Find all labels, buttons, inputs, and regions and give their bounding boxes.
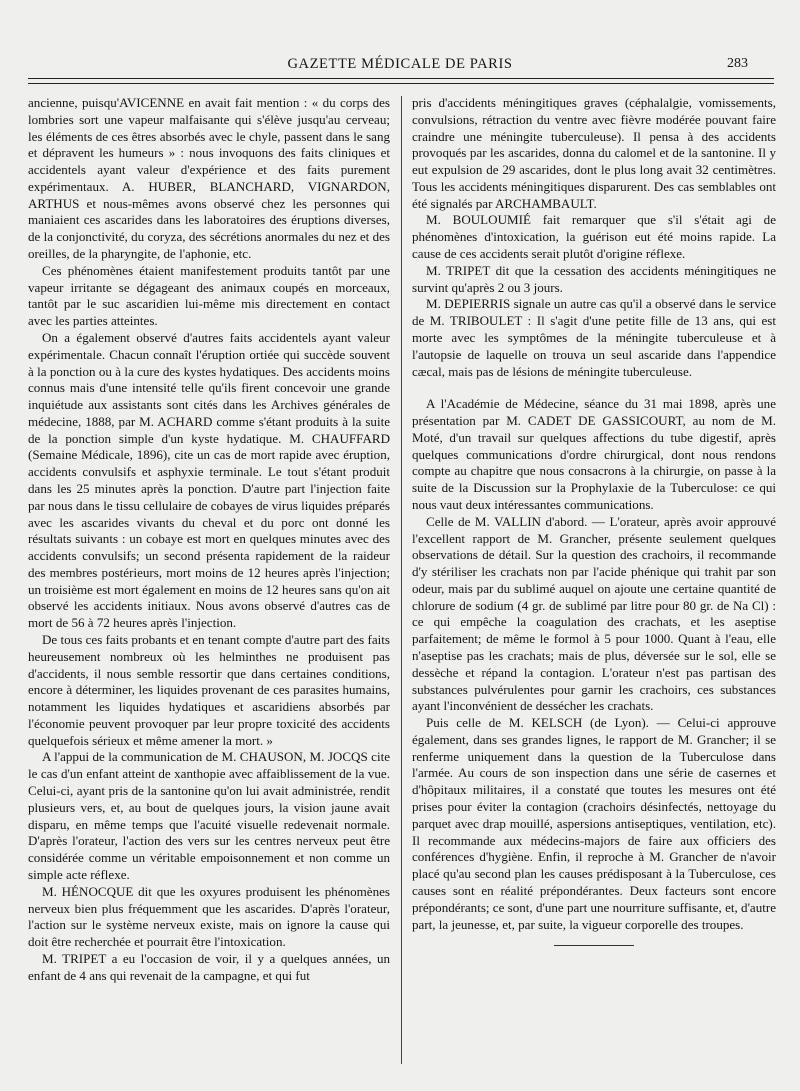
paragraph: M. TRIPET a eu l'occasion de voir, il y a quelques années, un enfant de 4 ans qui revenait de la campagne, et qui fut <box>28 950 390 983</box>
paragraph: M. TRIPET dit que la cessation des accidents méningitiques ne survint qu'après 2 ou 3 jours. <box>412 262 776 295</box>
column-divider <box>401 96 402 1064</box>
left-column <box>28 95 390 984</box>
paragraph: A l'Académie de Médecine, séance du 31 mai 1898, après une présentation par M. CADET DE GASSICOURT, au nom de M. Moté, d'un travail sur quelques affections du tube digestif, après quelques communications d'ordre chirurgical, dont nous rendons compte au chapitre que nous consacrons à la chirurgie, on passe à la suite de la Discussion sur la Prophylaxie de la Tuberculose: ce qui nous vaut deux intéressantes communications. <box>412 396 776 512</box>
paragraph: M. HÉNOCQUE dit que les oxyures produisent les phénomènes nerveux bien plus fréquemment que les ascarides. D'après l'orateur, l'action sur le système nerveux existe, mais on ignore la cause qui doit être recherchée et pourrait être l'intoxication. <box>28 883 390 950</box>
paragraph: ancienne, puisqu'AVICENNE en avait fait mention : « du corps des lombries sort une vapeur malfaisante qui s'élève jusqu'au cerveau; les éléments de ces êtres absorbés avec le chyle, passent dans le sang et dépravent les humeurs » : nous invoquons des faits cliniques et accidentels ayant valeur d'expérience et des faits purement expérimentaux. A. HUBER, BLANCHARD, VIGNARDON, ARTHUS et nous-mêmes avons observé chez les personnes qui maniaient ces ascarides dans les laboratoires des éruptions diverses, de la conjonctivité, du coryza, des sécrétions anormales du nez et des oreilles, de la pharyngite, de l'aphonie, etc. <box>28 95 390 262</box>
paragraph: On a également observé d'autres faits accidentels ayant valeur expérimentale. Chacun connaît l'éruption ortiée qui succède souvent à la ponction ou à la cure des kystes hydatiques. Des accidents moins connus mais d'une intensité telle qu'ils firent concevoir une grande inquiétude aux assistants sont cités dans les Archives générales de médecine, 1888, par M. ACHARD comme s'étant produits à la suite de la ponction simple d'un kyste hydatique. M. CHAUFFARD (Semaine Médicale, 1896), cite un cas de mort rapide avec éruption, accidents convulsifs et asphyxie terminale. Le tout s'étant produit dans les 25 minutes après la ponction. D'autre part l'injection faite par nous dans le tissu cellulaire de cobayes de virus liquides préparés avec les ascarides vivants du cheval et du porc ont donné les résultats suivants : un cobaye est mort en quelques minutes avec des accidents convulsifs; un second présenta rapidement de la raideur des membres postérieurs, mort moins de 12 heures après l'injection; un troisième est mort également en moins de 12 heures sans qu'on ait observé les accidents initiaux. Nous avons observé d'autres cas de mort de 56 à 72 heures après l'injection. <box>28 329 390 631</box>
header-rule-thin <box>28 83 774 84</box>
header-rule-thick <box>28 78 774 79</box>
paragraph: Celle de M. VALLIN d'abord. — L'orateur, après avoir approuvé l'excellent rapport de M. Grancher, présente seulement quelques observations de détail. Sur la question des crachoirs, il recommande d'y stériliser les crachats non par l'acide phénique qui trahit par son odeur, mais par du sublimé auquel on ajoute une certaine quantité de chlorure de sodium (4 gr. de sublimé par litre pour 80 gr. de Na Cl) : ce qui empêche la coagulation des crachats, et les aseptise parfaitement; de même le formol à 5 pour 1000. Quant à l'eau, elle n'aseptise pas les crachats; mais de plus, déversée sur le sol, elle se dessèche et répand la contagion. L'orateur n'est pas partisan des substances pulvérulentes pour garnir les crachoirs, ces substances ayant l'inconvénient de dessécher les crachats. <box>412 513 776 714</box>
page-number: 283 <box>727 56 748 71</box>
paragraph: A l'appui de la communication de M. CHAUSON, M. JOCQS cite le cas d'un enfant atteint de xanthopie avec affaiblissement de la vue. Celui-ci, ayant pris de la santonine qu'on lui avait administrée, rendit plusieurs vers, et, au bout de quelques jours, la vision jaune avait disparu, en même temps que l'acuité visuelle redevenait normale. D'après l'orateur, l'action des vers sur les centres nerveux peut être considérée comme un véritable empoisonnement et non comme un simple acte réflexe. <box>28 749 390 882</box>
section-end-rule <box>554 945 634 946</box>
paragraph: Puis celle de M. KELSCH (de Lyon). — Celui-ci approuve également, dans ses grandes lignes, le rapport de M. Grancher; il se renferme uniquement dans la question de la Tuberculose dans l'armée. Au cours de son inspection dans une série de casernes et d'hôpitaux militaires, il a constaté que toutes les mesures ont été prises pour éviter la contagion (crachoirs désinfectés, nettoyage du parquet avec drap mouillé, aspersions antiseptiques, ventilation, etc). Il recommande aux médecins-majors de faire aux officiers des conférences d'hygiène. Enfin, il reproche à M. Grancher de n'avoir placé qu'au second plan les causes prédisposant à la Tuberculose, ces causes sont en réalité prépondérantes. Deux facteurs sont encore prépondérants; ce sont, d'une part une nourriture suffisante, et, d'autre part, la jeunesse, et, par suite, la vigueur corporelle des troupes. <box>412 715 776 932</box>
paragraph: De tous ces faits probants et en tenant compte d'autre part des faits heureusement nombreux où les helminthes ne produisent pas d'accidents, il nous semble ressortir que dans certaines conditions, encore à déterminer, les liquides provenant de ces parasites humains, notamment les liquides hydatiques et ascaridiens absorbés par l'économie peuvent provoquer par leur propre toxicité des accidents quelquefois sérieux et même amener la mort. » <box>28 632 390 748</box>
running-header-title: GAZETTE MÉDICALE DE PARIS <box>287 56 513 72</box>
right-column <box>412 95 776 946</box>
paragraph: pris d'accidents méningitiques graves (céphalalgie, vomissements, convulsions, rétraction du ventre avec fièvre modérée pouvant faire craindre une méningite tuberculeuse). Il pensa à des accidents provoqués par les ascarides, donna du calomel et de la santonine. Il y eut expulsion de 29 ascarides, dont le plus long avait 32 centimètres. Tous les accidents méningitiques disparurent. Des cas semblables ont été signalés par ARCHAMBAULT. <box>412 95 776 211</box>
paragraph: M. BOULOUMIÉ fait remarquer que s'il s'était agi de phénomènes d'intoxication, la guérison eut été moins rapide. La cause de ces accidents serait plutôt d'origine réflexe. <box>412 212 776 262</box>
paragraph: M. DEPIERRIS signale un autre cas qu'il a observé dans le service de M. TRIBOULET : Il s'agit d'une petite fille de 13 ans, qui est morte avec les symptômes de la méningite tuberculeuse et à l'autopsie de laquelle on trouva un seul ascaride dans l'appendice cæcal, mais pas de lésions de méningite tuberculeuse. <box>412 296 776 379</box>
paragraph: Ces phénomènes étaient manifestement produits tantôt par une vapeur irritante se dégageant des animaux coupés en morceaux, tantôt par le suc ascaridien lui-même mis directement en contact avec les parties atteintes. <box>28 262 390 329</box>
